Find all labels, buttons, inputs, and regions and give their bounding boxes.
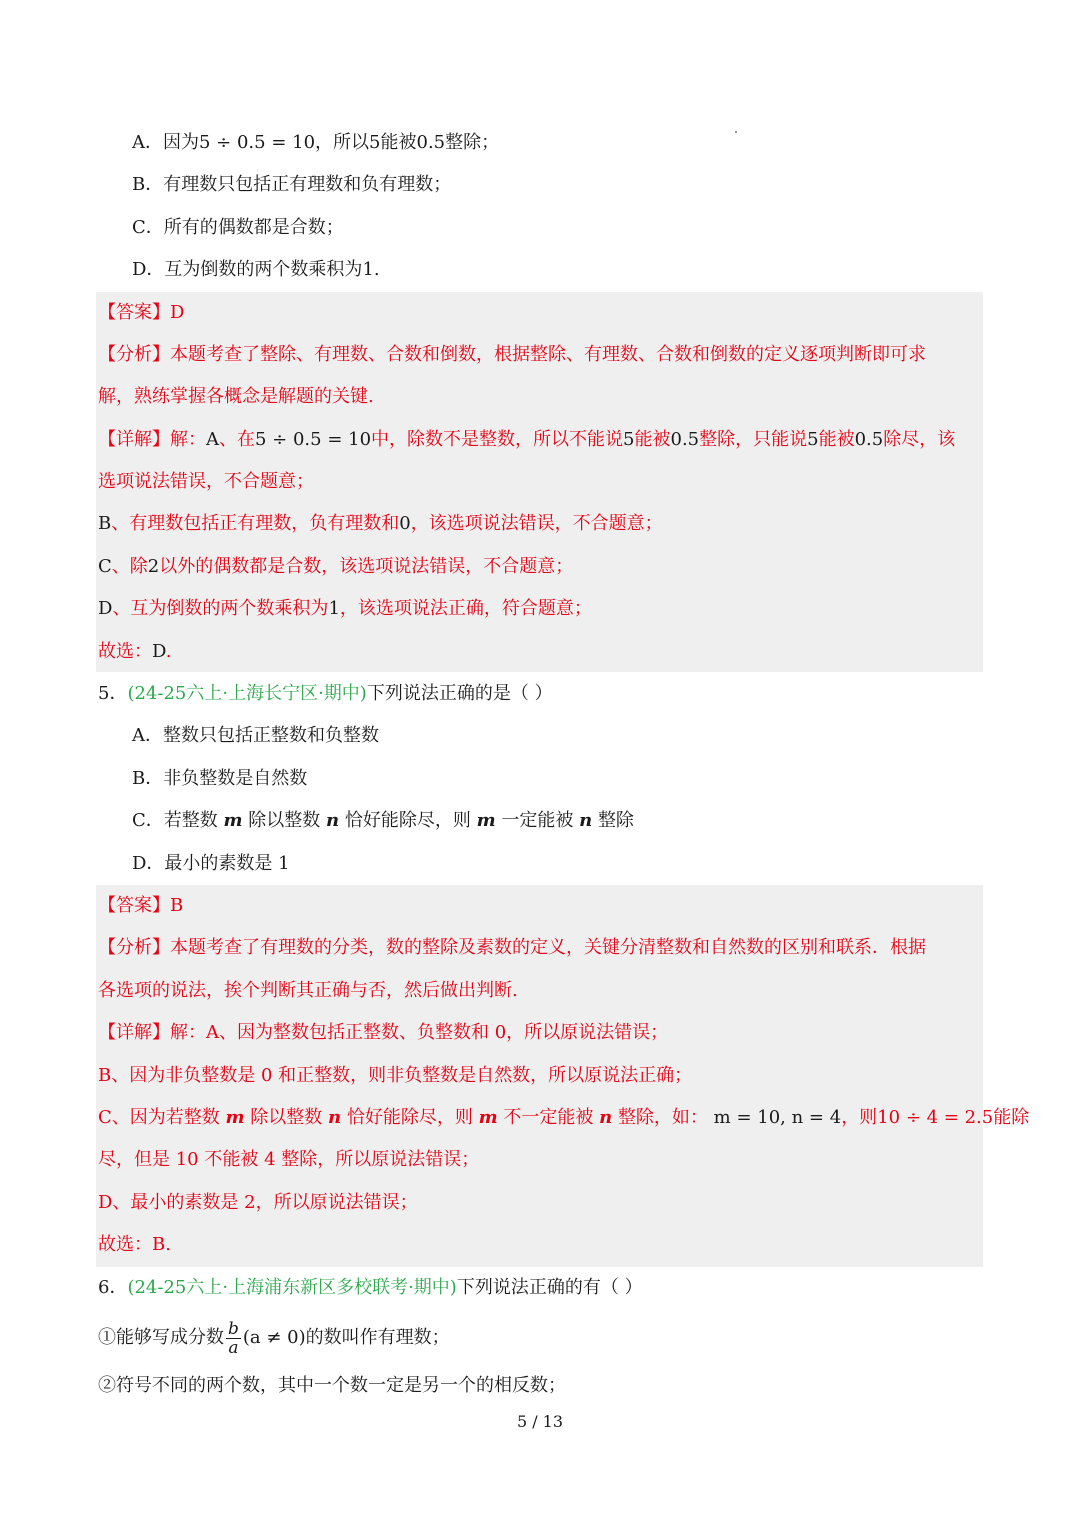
q5-detail-b: B、因为非负整数是 0 和正整数，则非负整数是自然数，所以原说法正确； xyxy=(98,1065,693,1086)
fraction-b-over-a: $\frac{b}{a}$ xyxy=(228,1318,239,1358)
q5-option-a: A．整数只包括正整数和负整数 xyxy=(132,725,379,746)
q4-analysis-line2: 解，熟练掌握各概念是解题的关键. xyxy=(98,386,374,407)
q6-item-1: ①能够写成分数 $\frac{b}{a}$ (a ≠ 0)的数叫作有理数； xyxy=(98,1318,450,1358)
q4-detail-c: C、除2以外的偶数都是合数，该选项说法错误，不合题意； xyxy=(98,556,574,577)
q4-analysis-line1: 【分析】本题考查了整除、有理数、合数和倒数，根据整除、有理数、合数和倒数的定义逐项判断即可求 xyxy=(98,344,926,365)
q4-detail-line2: 选项说法错误，不合题意； xyxy=(98,471,314,492)
q5-option-d: D．最小的素数是 1 xyxy=(132,853,290,874)
q6-item-2: ②符号不同的两个数，其中一个数一定是另一个的相反数； xyxy=(98,1375,566,1396)
q5-option-c: C．若整数 m 除以整数 n 恰好能除尽，则 m 一定能被 n 整除 xyxy=(132,810,634,831)
q5-detail-c: C、因为若整数 m 除以整数 n 恰好能除尽，则 m 不一定能被 n 整除，如： m = 10, n = 4，则10 ÷ 4 = 2.5能除 xyxy=(98,1107,1030,1128)
q5-analysis-line1: 【分析】本题考查了有理数的分类，数的整除及素数的定义，关键分清整数和自然数的区别和联系．根据 xyxy=(98,937,926,958)
q4-answer: 【答案】D xyxy=(98,302,185,323)
q5-detail-a: 【详解】解：A、因为整数包括正整数、负整数和 0，所以原说法错误； xyxy=(98,1022,669,1043)
q4-option-a: A．因为5 ÷ 0.5 = 10，所以5能被0.5整除； xyxy=(132,132,500,153)
q5-detail-d: D、最小的素数是 2，所以原说法错误； xyxy=(98,1192,418,1213)
q5-choice: 故选：B. xyxy=(98,1234,171,1255)
q4-option-d: D．互为倒数的两个数乘积为1. xyxy=(132,259,380,280)
q4-detail-b: B、有理数包括正有理数，负有理数和0，该选项说法错误，不合题意； xyxy=(98,513,663,534)
q5-answer: 【答案】B xyxy=(98,895,184,916)
q5-detail-c-line2: 尽，但是 10 不能被 4 整除，所以原说法错误； xyxy=(98,1149,480,1170)
q5-option-b: B．非负整数是自然数 xyxy=(132,768,308,789)
q4-option-c: C．所有的偶数都是合数； xyxy=(132,217,344,238)
q4-option-b: B．有理数只包括正有理数和负有理数； xyxy=(132,174,452,195)
q4-detail-d: D、互为倒数的两个数乘积为1，该选项说法正确，符合题意； xyxy=(98,598,592,619)
q6-stem: 6．(24-25六上·上海浦东新区多校联考·期中)下列说法正确的有（ ） xyxy=(98,1277,643,1298)
page-number: 5 / 13 xyxy=(516,1412,564,1431)
q5-analysis-line2: 各选项的说法，挨个判断其正确与否，然后做出判断. xyxy=(98,980,518,1001)
q4-detail-line1: 【详解】解：A、在5 ÷ 0.5 = 10中，除数不是整数，所以不能说5能被0.5整除，只能说5能被0.5除尽，该 xyxy=(98,429,956,450)
q4-choice: 故选：D. xyxy=(98,641,172,662)
q5-stem: 5．(24-25六上·上海长宁区·期中)下列说法正确的是（ ） xyxy=(98,683,553,704)
